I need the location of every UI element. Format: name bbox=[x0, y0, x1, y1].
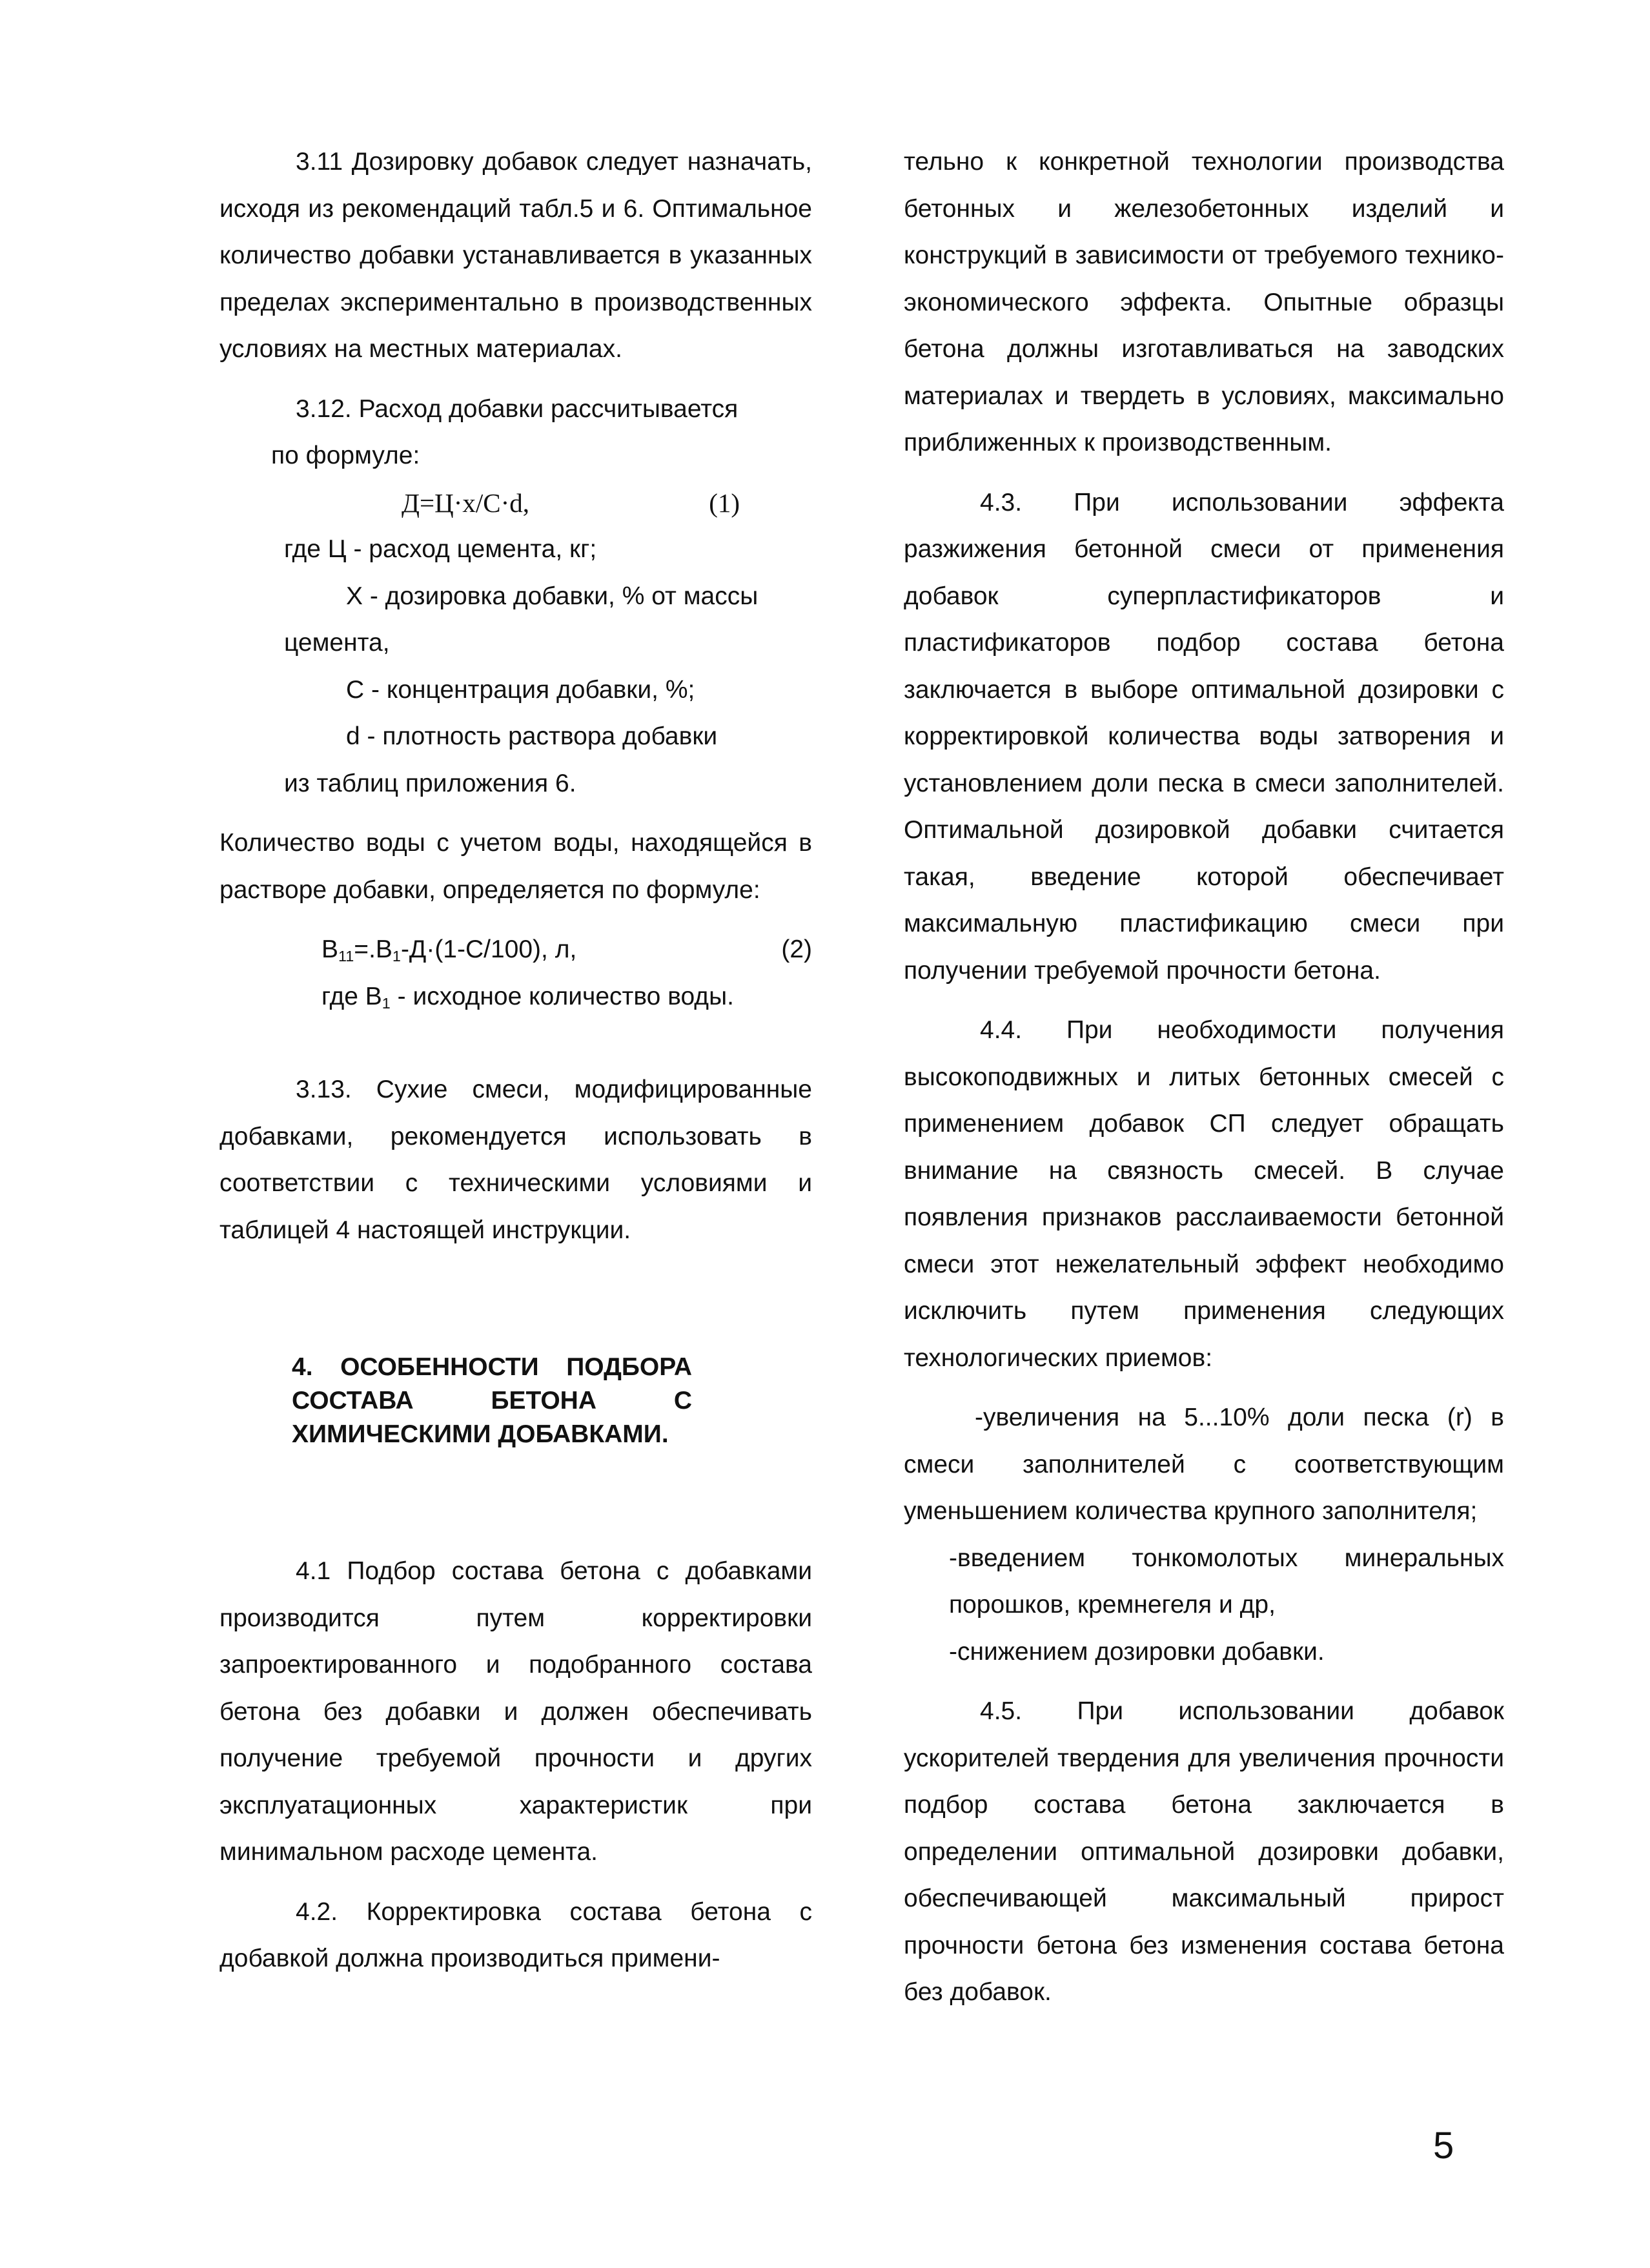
paragraph-3-12 bbox=[219, 386, 812, 433]
formula-2-part-c: -Д·(1-С/100), л, bbox=[400, 935, 577, 963]
formula-2-part-b: =.В bbox=[354, 935, 392, 963]
formula-2-text bbox=[321, 926, 576, 974]
paragraph-4-3: 4.3. При использовании эффекта разжижения бетонной смеси от применения добавок суперпластификаторов и пластификаторов подбор состава бетона заключается в выборе оптимальной дозировки с корректировкой количества воды затворения и установлением доли песка в смеси заполнителей. Оптимальной дозировкой добавки считается такая, введение которой обеспечивает максимальную пластификацию смеси при получении требуемой прочности бетона. bbox=[904, 488, 1504, 985]
paragraph-water: Количество воды с учетом воды, находящейся в растворе добавки, определяется по формуле: bbox=[219, 829, 812, 904]
where-concentration: С - концентрация добавки, %; bbox=[346, 675, 695, 704]
formula-2-sub-2: 1 bbox=[392, 948, 401, 965]
where-b1 bbox=[219, 974, 812, 1021]
paragraph-4-2-continued: тельно к конкретной технологии производства бетонных и железобетонных изделий и конструкций в зависимости от требуемого технико-экономического эффекта. Опытные образцы бетона должны изготавливаться на заводских материалах и твердеть в условиях, максимально приближенных к производственным. bbox=[904, 148, 1504, 456]
formula-2 bbox=[219, 926, 812, 974]
where-b1-part-a: где В bbox=[321, 982, 382, 1010]
heading-line-2: СОСТАВА БЕТОНА С bbox=[292, 1387, 692, 1415]
paragraph-3-12-line2: по формуле: bbox=[271, 442, 420, 469]
list-item-dosage: -снижением дозировки добавки. bbox=[949, 1637, 1325, 1666]
formula-1-text: Д=Ц·х/С·d, bbox=[402, 487, 529, 518]
formula-2-number: (2) bbox=[781, 935, 812, 963]
paragraph-3-11: 3.11 Дозировку добавок следует назначать, исходя из рекомендаций табл.5 и 6. Оптимальное количество добавки устанавливается в указанных пределах экспериментально в производственных условиях на местных материалах. bbox=[219, 148, 812, 363]
formula-1-number: (1) bbox=[709, 487, 740, 518]
where-b1-sub: 1 bbox=[382, 994, 391, 1012]
page-number: 5 bbox=[1433, 2125, 1454, 2167]
paragraph-4-1: 4.1 Подбор состава бетона с добавками производится путем корректировки запроектированного и подобранного состава бетона без добавки и должен обеспечивать получение требуемой прочности и других эксплуатационных характеристик при минимальном расходе цемента. bbox=[219, 1557, 812, 1866]
list-item-powders: -введением тонкомолотых минеральных порошков, кремнегеля и др, bbox=[949, 1544, 1504, 1619]
formula-2-sub-1: 11 bbox=[338, 948, 354, 965]
where-density: d - плотность раствора добавки bbox=[346, 722, 718, 750]
heading-line-1: 4. ОСОБЕННОСТИ ПОДБОРА bbox=[292, 1353, 692, 1381]
where-density-cont: из таблиц приложения 6. bbox=[284, 769, 576, 797]
paragraph-3-12-line1: 3.12. Расход добавки рассчитывается bbox=[296, 394, 738, 423]
paragraph-4-4: 4.4. При необходимости получения высокоподвижных и литых бетонных смесей с применением добавок СП следует обращать внимание на связность смесей. В случае появления признаков расслаиваемости бетонной смеси этот нежелательный эффект необходимо исключить путем применения следующих технологических приемов: bbox=[904, 1016, 1504, 1372]
paragraph-3-13: 3.13. Сухие смеси, модифицированные добавками, рекомендуется использовать в соответствии с техническими условиями и таблицей 4 настоящей инструкции. bbox=[219, 1076, 812, 1244]
paragraph-4-5: 4.5. При использовании добавок ускорителей твердения для увеличения прочности подбор состава бетона заключается в определении оптимальной дозировки добавки, обеспечивающей максимальный прирост прочности бетона без изменения состава бетона без добавок. bbox=[904, 1697, 1504, 2006]
heading-line-3: ХИМИЧЕСКИМИ ДОБАВКАМИ. bbox=[292, 1420, 669, 1448]
where-dosage: Х - дозировка добавки, % от массы bbox=[346, 582, 759, 610]
formula-1 bbox=[219, 480, 812, 527]
section-heading-4 bbox=[219, 1351, 692, 1451]
where-cement: где Ц - расход цемента, кг; bbox=[284, 535, 597, 563]
left-column bbox=[219, 139, 812, 1983]
where-b1-part-b: - исходное количество воды. bbox=[390, 982, 734, 1010]
right-column bbox=[904, 139, 1504, 2016]
paragraph-4-2: 4.2. Корректировка состава бетона с добавкой должна производиться примени- bbox=[219, 1897, 812, 1972]
where-dosage-cont: цемента, bbox=[284, 629, 390, 657]
formula-2-part-a: В bbox=[321, 935, 339, 963]
list-item-sand: -увеличения на 5...10% доли песка (r) в смеси заполнителей с соответствующим уменьшением количества крупного заполнителя; bbox=[904, 1404, 1504, 1525]
